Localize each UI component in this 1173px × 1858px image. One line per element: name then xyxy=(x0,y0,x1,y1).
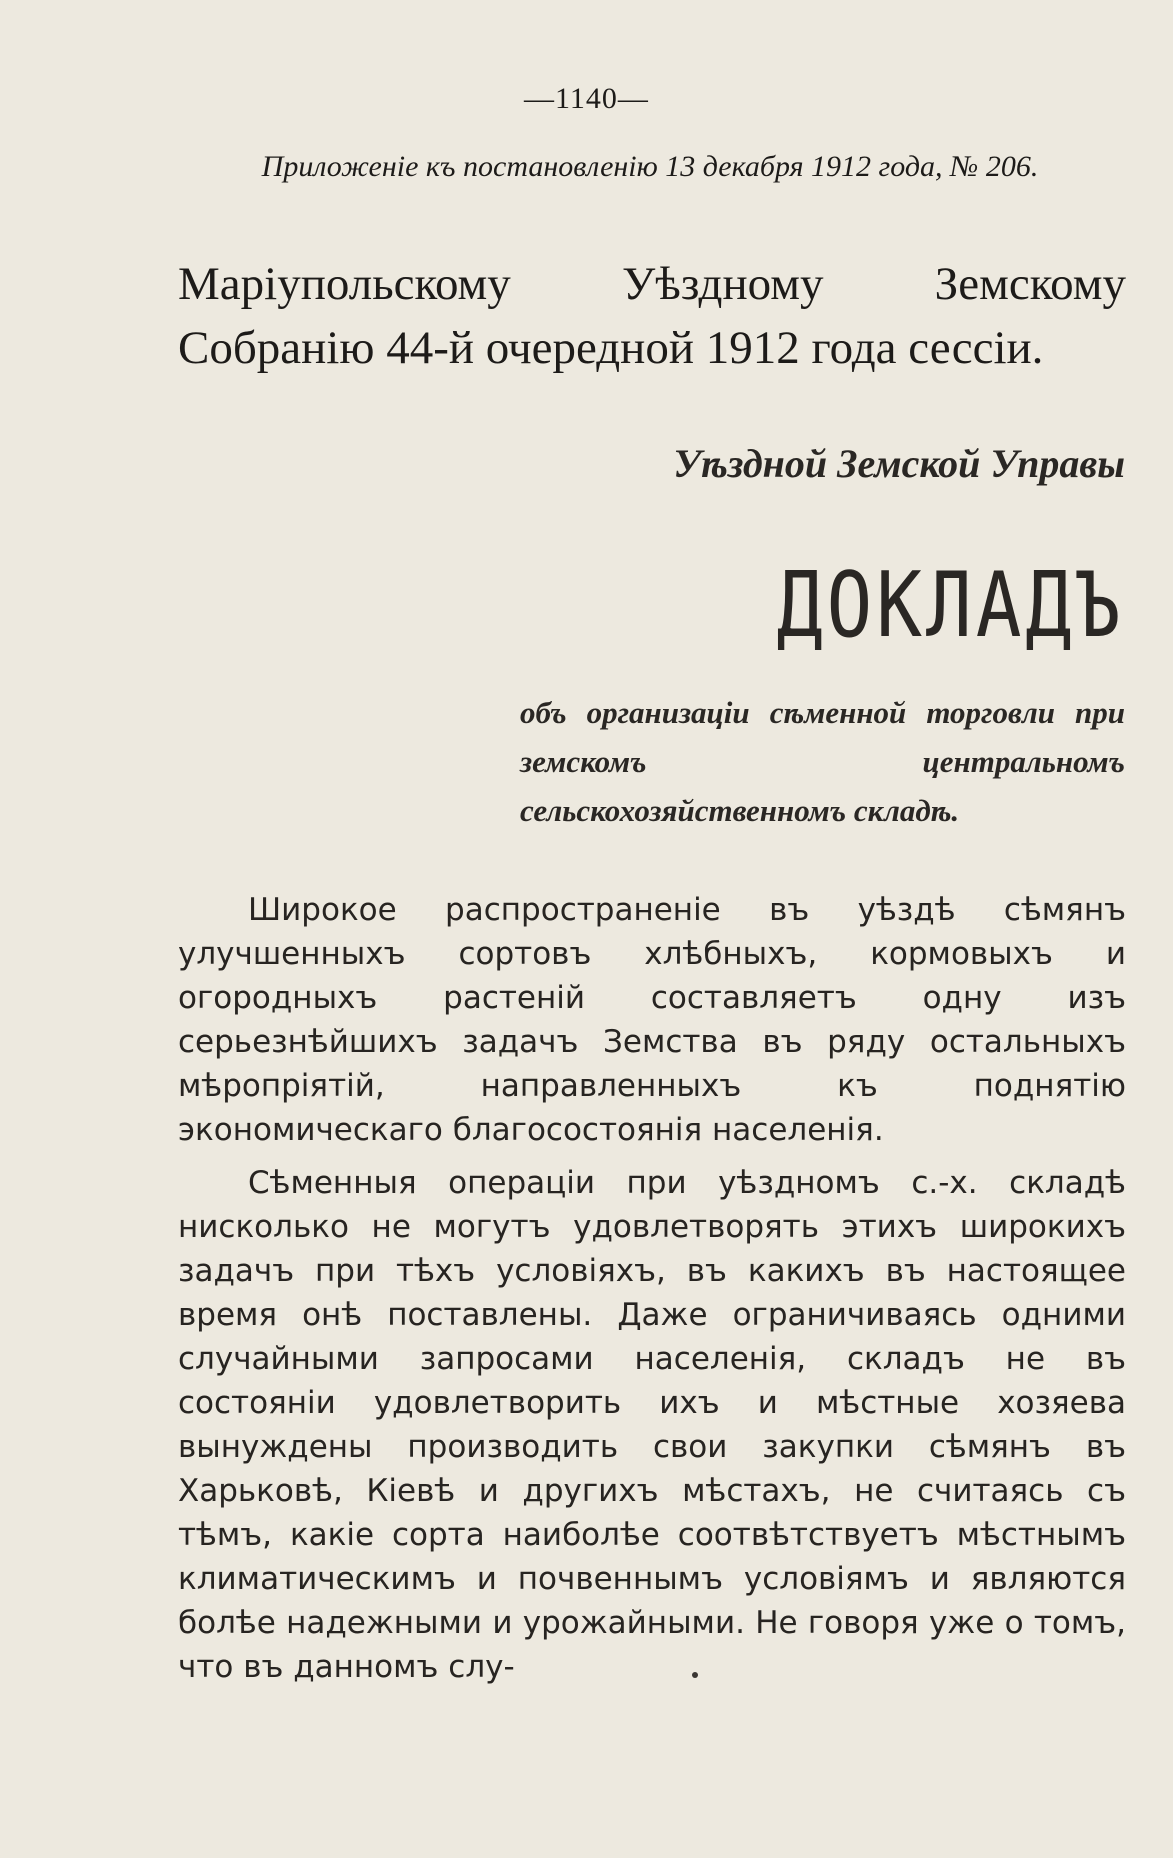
author-line: Уѣздной Земской Управы xyxy=(673,441,1125,486)
appendix-note: Приложеніе къ постановленію 13 декабря 1912 года, № 206. xyxy=(261,150,1039,183)
page-number: —1140— xyxy=(524,82,649,115)
ink-dot xyxy=(692,1672,698,1678)
document-subject: объ организаціи сѣменной торговли при земскомъ центральномъ сельскохозяйственномъ складѣ. xyxy=(520,695,1125,828)
paragraph: Сѣменныя операціи при уѣздномъ с.-х. складѣ нисколько не могутъ удовлетворять этихъ широкихъ задачъ при тѣхъ условіяхъ, въ какихъ въ настоящее время онѣ поставлены. Даже ограничиваясь одними случайными запросами населенія, складъ не въ состояніи удовлетворить ихъ и мѣстные хозяева вынуждены производить свои закупки сѣмянъ въ Харьковѣ, Кіевѣ и другихъ мѣстахъ, не считаясь съ тѣмъ, какіе сорта наиболѣе соотвѣтствуетъ мѣстнымъ климатическимъ и почвеннымъ условіямъ и являются болѣе надежными и урожайными. Не говоря уже о томъ, что въ данномъ слу- xyxy=(178,1165,1126,1685)
addressee-heading: Маріупольскому Уѣздному Земскому Собранію 44-й очередной 1912 года сессіи. xyxy=(178,258,1126,374)
document-title: ДОКЛАДЪ xyxy=(776,552,1125,658)
paragraph: Широкое распространеніе въ уѣздѣ сѣмянъ улучшенныхъ сортовъ хлѣбныхъ, кормовыхъ и огородныхъ растеній составляетъ одну изъ серьезнѣйшихъ задачъ Земства въ ряду остальныхъ мѣропріятій, направленныхъ къ поднятію экономическаго благосостоянія населенія. xyxy=(178,892,1126,1148)
body-text xyxy=(178,888,1126,1698)
